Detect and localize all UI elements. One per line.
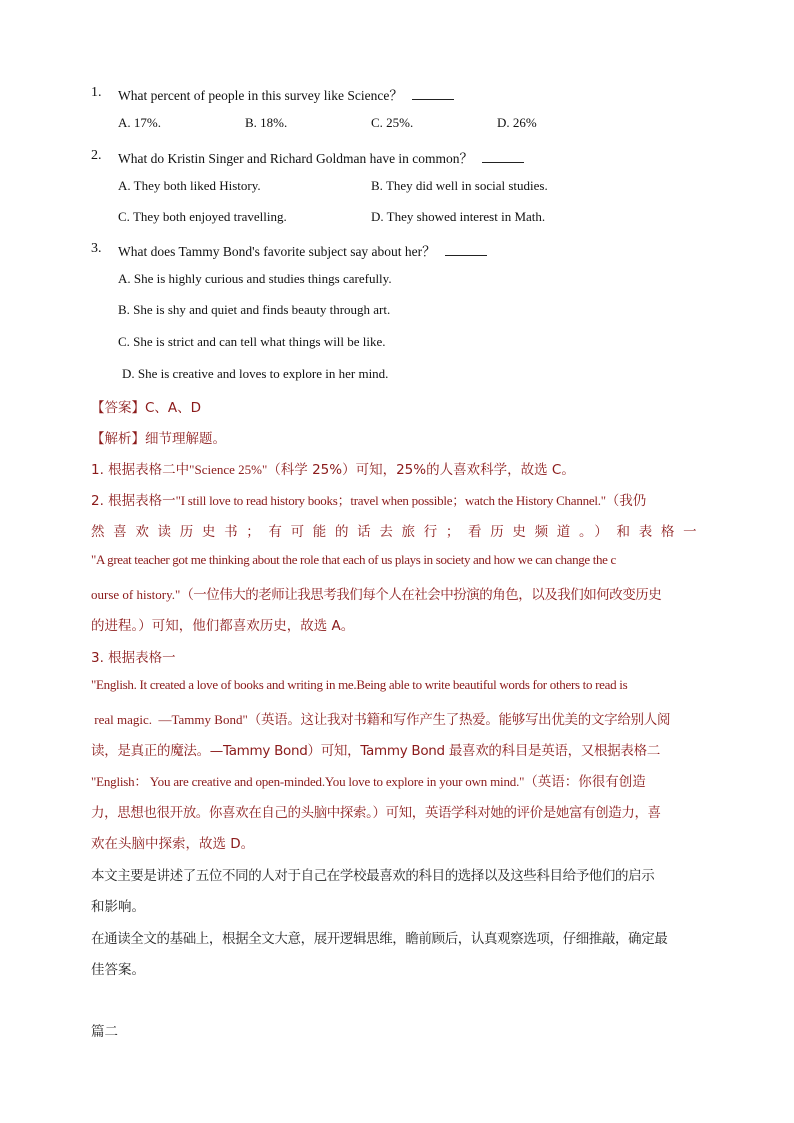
- quote: real magic. —Tammy Bond": [91, 712, 248, 727]
- question-stem: What percent of people in this survey like Science？: [118, 88, 403, 103]
- option-1a: [118, 115, 161, 131]
- option-text: She is strict and can tell what things will be like.: [133, 334, 386, 349]
- quote: "Science 25%": [189, 462, 268, 477]
- analysis-point-2-line-5: [91, 614, 354, 634]
- option-text: They both liked History.: [133, 178, 261, 193]
- answer-blank: [482, 150, 524, 163]
- quote: "English. It created a love of books and writing in me.Being able to write beautiful words for others to read is: [91, 677, 628, 692]
- option-letter: D.: [122, 366, 135, 381]
- question-2: [91, 146, 102, 164]
- question-1: [91, 83, 102, 101]
- analysis-point-1: [91, 458, 575, 478]
- option-3b: [118, 302, 390, 318]
- analysis-label: 【解析】: [91, 431, 145, 447]
- summary-line-1: [91, 864, 703, 884]
- section-title: 篇二: [91, 1024, 118, 1040]
- section-heading: [91, 1020, 118, 1040]
- option-text: She is highly curious and studies things carefully.: [133, 271, 392, 286]
- analysis-point-3-line-6: [91, 801, 703, 821]
- analysis-point-2-line-2: [91, 520, 703, 540]
- question-number: 2.: [91, 148, 102, 163]
- analysis-text: 3. 根据表格一: [91, 650, 176, 666]
- analysis-text: 欢在头脑中探索，故选 D。: [91, 836, 255, 852]
- answer-blank: [412, 87, 454, 100]
- option-text: 17%.: [133, 115, 161, 130]
- analysis-text: 2. 根据表格一: [91, 493, 176, 509]
- option-letter: C.: [118, 209, 130, 224]
- analysis-text: （我仍: [605, 493, 647, 509]
- answer-line: [91, 396, 201, 416]
- option-3d: [122, 366, 388, 382]
- analysis-point-2-line-4: [91, 583, 703, 603]
- summary-line-4: [91, 958, 145, 978]
- option-letter: B.: [371, 178, 383, 193]
- quote: "A great teacher got me thinking about the role that each of us plays in society and how we can change the c: [91, 552, 616, 567]
- option-1c: [371, 115, 413, 131]
- question-3-text: [118, 240, 487, 260]
- answer-blank: [445, 243, 487, 256]
- analysis-point-3-line-1: [91, 646, 176, 666]
- analysis-point-3-line-3: [91, 708, 703, 728]
- analysis-text: （英语：你很有创造: [524, 774, 646, 790]
- quote: ourse of history.": [91, 587, 181, 602]
- option-text: They did well in social studies.: [385, 178, 548, 193]
- analysis-text: （英语。这让我对书籍和写作产生了热爱。能够写出优美的文字给别人阅: [247, 712, 671, 728]
- option-2a: [118, 178, 261, 194]
- summary-line-2: [91, 895, 145, 915]
- question-2-text: [118, 147, 524, 167]
- question-number: 3.: [91, 241, 102, 256]
- option-letter: B.: [245, 115, 257, 130]
- analysis-point-3-line-2: [91, 677, 703, 693]
- option-letter: A.: [118, 178, 131, 193]
- analysis-header: [91, 427, 226, 447]
- option-1d: [497, 115, 537, 131]
- option-text: They both enjoyed travelling.: [132, 209, 287, 224]
- quote: "English： You are creative and open-minded.You love to explore in your own mind.": [91, 774, 525, 789]
- summary-line-3: [91, 927, 703, 947]
- option-text: They showed interest in Math.: [386, 209, 546, 224]
- analysis-intro: 细节理解题。: [145, 431, 226, 447]
- option-3c: [118, 334, 386, 350]
- option-3a: [118, 271, 392, 287]
- option-letter: C.: [371, 115, 383, 130]
- analysis-text: 力，思想也很开放。你喜欢在自己的头脑中探索。）可知，英语学科对她的评价是她富有创造力，喜: [91, 805, 661, 821]
- analysis-point-2-line-3: [91, 552, 703, 568]
- option-letter: C.: [118, 334, 130, 349]
- option-text: 25%.: [386, 115, 414, 130]
- analysis-point-3-line-7: [91, 832, 254, 852]
- option-text: 26%: [512, 115, 537, 130]
- question-1-text: [118, 84, 454, 104]
- option-1b: [245, 115, 287, 131]
- quote: "I still love to read history books；travel when possible；watch the History Channel.": [175, 493, 606, 508]
- question-stem: What does Tammy Bond's favorite subject say about her？: [118, 244, 436, 259]
- question-number: 1.: [91, 85, 102, 100]
- analysis-point-3-line-5: [91, 770, 703, 790]
- option-letter: D.: [371, 209, 384, 224]
- option-text: She is shy and quiet and finds beauty through art.: [133, 302, 391, 317]
- analysis-point-2-line-1: [91, 489, 703, 509]
- option-letter: A.: [118, 271, 131, 286]
- analysis-text: 的进程。）可知，他们都喜欢历史，故选 A。: [91, 618, 355, 634]
- option-letter: B.: [118, 302, 130, 317]
- option-2d: [371, 209, 545, 225]
- summary-text: 本文主要是讲述了五位不同的人对于自己在学校最喜欢的科目的选择以及这些科目给予他们的启示: [91, 868, 655, 884]
- summary-text: 佳答案。: [91, 962, 145, 978]
- option-letter: A.: [118, 115, 131, 130]
- option-2c: [118, 209, 287, 225]
- option-2b: [371, 178, 548, 194]
- analysis-text: 读，是真正的魔法。—Tammy Bond）可知，Tammy Bond 最喜欢的科目是英语，又根据表格二: [91, 743, 661, 759]
- analysis-text: （科学 25%）可知，25%的人喜欢科学，故选 C。: [267, 462, 575, 478]
- answer-value: C、A、D: [145, 400, 202, 416]
- analysis-text: （一位伟大的老师让我思考我们每个人在社会中扮演的角色，以及我们如何改变历史: [180, 587, 662, 603]
- analysis-text: 1. 根据表格二中: [91, 462, 190, 478]
- analysis-point-3-line-4: [91, 739, 703, 759]
- option-letter: D.: [497, 115, 510, 130]
- question-stem: What do Kristin Singer and Richard Goldman have in common？: [118, 151, 474, 166]
- summary-text: 和影响。: [91, 899, 145, 915]
- summary-text: 在通读全文的基础上，根据全文大意，展开逻辑思维，瞻前顾后，认真观察选项，仔细推敲，确定最: [91, 931, 668, 947]
- answer-label: 【答案】: [91, 400, 145, 416]
- option-text: 18%.: [260, 115, 288, 130]
- analysis-text: 然喜欢读历史书；有可能的话去旅行；看历史频道。）和表格一: [91, 524, 703, 540]
- option-text: She is creative and loves to explore in her mind.: [137, 366, 389, 381]
- question-3: [91, 239, 102, 257]
